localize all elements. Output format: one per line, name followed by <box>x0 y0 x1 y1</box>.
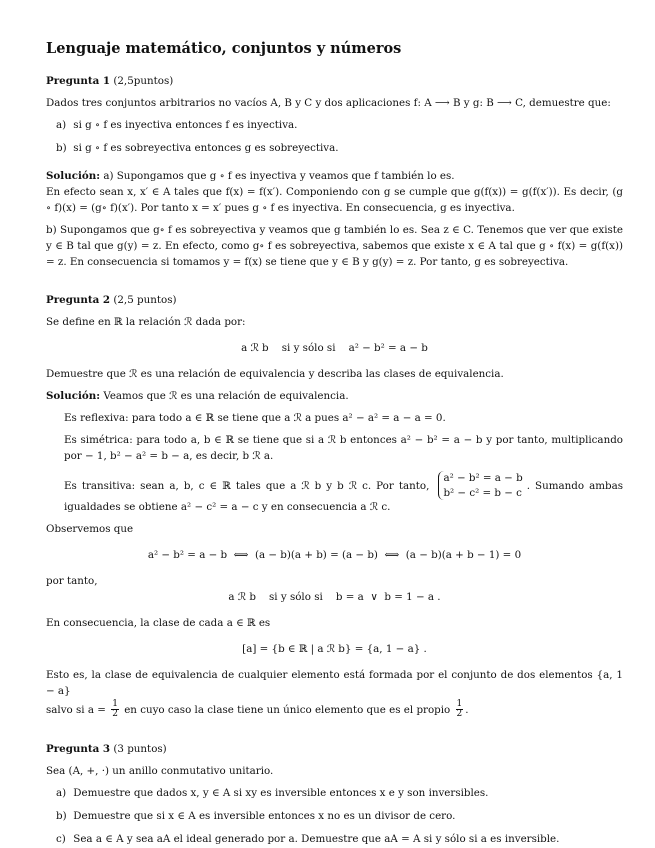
question-1-header <box>46 74 623 90</box>
transitive-post: . Sumando ambas igualdades <box>64 479 623 514</box>
question-3-item-a <box>56 786 623 802</box>
fraction-one-half <box>111 700 119 720</box>
fraction-numerator: 1 <box>112 699 118 710</box>
question-1-points: (2,5puntos) <box>113 75 174 88</box>
item-label: c) <box>56 832 66 845</box>
question-1 <box>46 74 623 271</box>
question-1-statement: Dados tres conjuntos arbitrarios no vacíos A, B y C y dos aplicaciones f: A ⟶ B y g: B ⟶ C, demuestre que: <box>46 97 611 110</box>
item-text: Sea a ∈ A y sea aA el ideal generado por a. Demuestre que aA = A si y sólo si a es inversible. <box>73 832 560 845</box>
item-label: a) <box>56 119 67 132</box>
question-2-heading: Pregunta 2 <box>46 294 111 306</box>
question-3-heading: Pregunta 3 <box>46 742 111 755</box>
page-title: Lenguaje matemático, conjuntos y números <box>46 40 402 57</box>
fraction-denominator: 2 <box>112 709 118 720</box>
reflexive-proof: Es reflexiva: para todo a ∈ ℝ se tiene que a ℛ a pues a² − a² = a − a = 0. <box>64 411 446 424</box>
solution-a-line1: a) Supongamos que g ∘ f es inyectiva y veamos que f también lo es. <box>103 170 455 183</box>
transitive-pre: Es transitiva: sean a, b, c ∈ ℝ tales que a ℛ b y b ℛ c. Por tanto, <box>64 479 430 492</box>
question-2-header <box>46 293 623 309</box>
fraction-numerator: 1 <box>456 699 463 710</box>
fraction-denominator: 2 <box>456 709 463 720</box>
system-line-1: a² − b² = a − b <box>443 471 523 484</box>
observe-text: Observemos que <box>46 523 134 536</box>
relation-definition: a ℛ b si y sólo si a² − b² = a − b <box>241 341 428 354</box>
transitive-end: se obtiene a² − c² = a − c y en consecuencia a ℛ c. <box>123 501 391 514</box>
system-line-2: b² − c² = b − c <box>443 486 522 499</box>
equation-system <box>438 471 522 501</box>
factorization-equation: a² − b² = a − b ⟺ (a − b)(a + b) = (a − b) ⟺ (a − b)(a + b − 1) = 0 <box>147 549 522 562</box>
question-2 <box>46 293 623 720</box>
conclusion-line-2: salvo si a = $\frac{1}{2}$ en cuyo caso la clase tiene un único elemento que es el propio $\frac{1}{2}$ . <box>46 699 469 720</box>
question-1-heading: Pregunta 1 <box>46 75 111 88</box>
question-3-points: (3 puntos) <box>113 742 167 755</box>
section-gap <box>46 277 623 293</box>
item-label: a) <box>56 786 67 799</box>
question-3 <box>46 742 623 848</box>
question-1-item-a <box>56 118 623 134</box>
symmetric-proof: Es simétrica: para todo a, b ∈ ℝ se tiene que si a ℛ b entonces a² − b² = a − b y por tanto, multiplicando por − 1, b² − a² = b − a, es decir, b ℛ a. <box>64 433 623 462</box>
question-2-intro: Se define en ℝ la relación ℛ dada por: <box>46 315 246 328</box>
solution-label: Solución: <box>46 389 101 402</box>
question-2-points: (2,5 puntos) <box>113 294 177 306</box>
question-2-task: Demuestre que ℛ es una relación de equivalencia y describa las clases de equivalencia. <box>46 367 504 380</box>
question-1-solution-intro <box>46 169 623 185</box>
item-label: b) <box>56 142 67 155</box>
conclusion-line-1: Esto es, la clase de equivalencia de cualquier elemento está formada por el conjunto de dos elementos {a, 1 − a} <box>46 669 623 698</box>
item-label: b) <box>56 809 67 822</box>
equivalence-class: [a] = {b ∈ ℝ | a ℛ b} = {a, 1 − a} . <box>242 643 427 656</box>
question-1-solution-a: En efecto sean x, x′ ∈ A tales que f(x) = f(x′). Componiendo con g se cumple que g(f(x)) = g(f(x′)). Es decir, (g ∘ f)(x) = (g∘ f)(x′). Por tanto x = x′ pues g ∘ f es inyectiva. En consecuencia, g es inyectiva. <box>46 186 623 215</box>
question-2-solution-intro <box>46 389 623 405</box>
relation-characterization: a ℛ b si y sólo si b = a ∨ b = 1 − a . <box>228 591 441 604</box>
question-3-intro: Sea (A, +, ·) un anillo conmutativo unitario. <box>46 764 274 777</box>
therefore-text: por tanto, <box>46 575 98 588</box>
solution-label: Solución: <box>46 170 101 183</box>
conclusion-2a: salvo si a = <box>46 703 106 716</box>
question-3-item-c <box>56 832 623 848</box>
transitive-proof <box>64 471 623 517</box>
question-3-item-b <box>56 809 623 825</box>
question-1-item-b <box>56 141 623 157</box>
item-text: Demuestre que dados x, y ∈ A si xy es inversible entonces x e y son inversibles. <box>73 786 489 799</box>
solution-intro-text: Veamos que ℛ es una relación de equivalencia. <box>103 389 349 402</box>
question-1-solution-b: b) Supongamos que g∘ f es sobreyectiva y veamos que g también lo es. Sea z ∈ C. Tenemos que ver que existe y ∈ B tal que g(y) = z. En efecto, como g∘ f es sobreyectiva, sabemos que existe x ∈ A tal que g ∘ f(x) = g(f(x)) = z. En consecuencia si tomamos y = f(x) se tiene que y ∈ B y g(y) = z. Por tanto, g es sobreyectiva. <box>46 224 623 269</box>
consequence-text: En consecuencia, la clase de cada a ∈ ℝ es <box>46 617 271 630</box>
section-gap <box>46 726 623 742</box>
conclusion-2b: en cuyo caso la clase tiene un único elemento que es el propio <box>124 703 451 716</box>
question-3-header <box>46 742 623 758</box>
fraction-one-half <box>456 700 464 720</box>
item-text: si g ∘ f es inyectiva entonces f es inyectiva. <box>73 119 298 132</box>
item-text: Demuestre que si x ∈ A es inversible entonces x no es un divisor de cero. <box>73 809 456 822</box>
item-text: si g ∘ f es sobreyectiva entonces g es sobreyectiva. <box>73 142 339 155</box>
